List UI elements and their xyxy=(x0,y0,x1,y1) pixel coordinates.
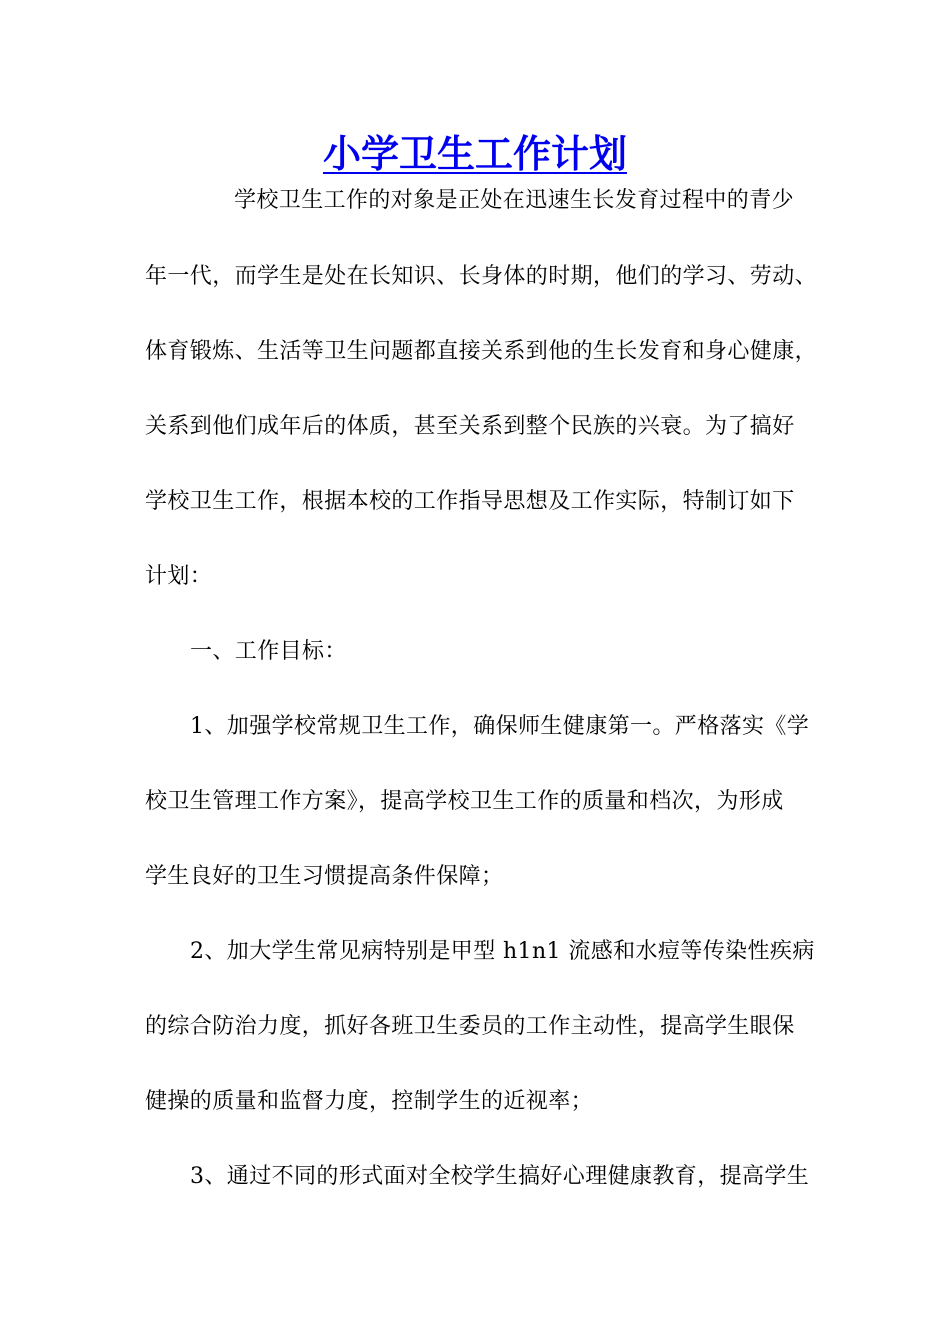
list-item-line: 3、通过不同的形式面对全校学生搞好心理健康教育，提高学生 xyxy=(190,1164,810,1189)
list-item-line: 1、加强学校常规卫生工作，确保师生健康第一。严格落实《学 xyxy=(190,714,810,739)
paragraph-line: 学校卫生工作，根据本校的工作指导思想及工作实际，特制订如下 xyxy=(145,489,795,514)
paragraph-line: 关系到他们成年后的体质，甚至关系到整个民族的兴衰。为了搞好 xyxy=(145,414,795,439)
list-item-line: 2、加大学生常见病特别是甲型 h1n1 流感和水痘等传染性疾病 xyxy=(190,939,815,964)
list-item-line: 学生良好的卫生习惯提高条件保障； xyxy=(145,864,504,889)
paragraph-line: 体育锻炼、生活等卫生问题都直接关系到他的生长发育和身心健康， xyxy=(145,339,818,364)
list-item-line: 的综合防治力度，抓好各班卫生委员的工作主动性，提高学生眼保 xyxy=(145,1014,795,1039)
document-title-link[interactable]: 小学卫生工作计划 xyxy=(322,131,627,176)
paragraph-line: 计划： xyxy=(145,564,213,589)
section-heading: 一、工作目标： xyxy=(190,639,347,664)
paragraph-line: 年一代，而学生是处在长知识、长身体的时期，他们的学习、劳动、 xyxy=(145,264,818,289)
list-item-line: 校卫生管理工作方案》，提高学校卫生工作的质量和档次，为形成 xyxy=(145,789,784,814)
paragraph-line: 学校卫生工作的对象是正处在迅速生长发育过程中的青少 xyxy=(234,188,795,213)
list-item-line: 健操的质量和监督力度，控制学生的近视率； xyxy=(145,1089,594,1114)
